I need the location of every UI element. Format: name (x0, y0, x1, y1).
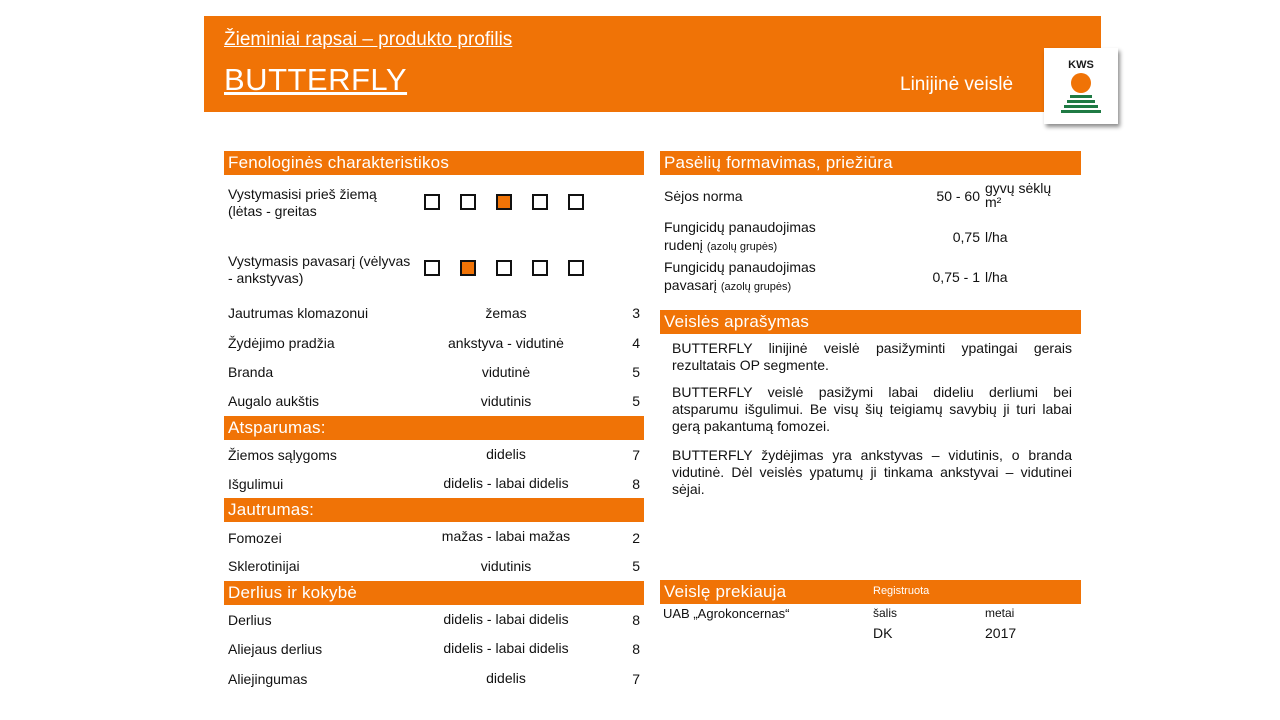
kws-logo-text: KWS (1068, 59, 1094, 71)
row-value: didelis (486, 446, 526, 462)
row-value: vidutinis (480, 558, 532, 574)
scale-box-autumn-2 (460, 194, 476, 210)
scale-box-autumn-5 (568, 194, 584, 210)
fungicide-autumn-label: Fungicidų panaudojimas rudenį (azolų grupės) (664, 219, 816, 253)
description-paragraph-2: BUTTERFLY veislė pasižymi labai dideliu derliumi bei atsparumu išgulimui. Be visų šių teigiamų savybių ji turi labai gerą pakantumą fomozei. (672, 384, 1072, 434)
row-score: 7 (632, 447, 640, 463)
sowing-value: 50 - 60 (936, 188, 980, 204)
row-value: mažas - labai mažas (441, 528, 571, 544)
seller-company: UAB „Agrokoncernas“ (663, 606, 790, 621)
row-score: 2 (632, 530, 640, 546)
row-value: didelis - labai didelis (443, 640, 569, 656)
row-score: 8 (632, 476, 640, 492)
kws-logo (1044, 48, 1118, 124)
section-crop-care: Pasėlių formavimas, priežiūra (660, 151, 1081, 175)
scale-box-spring-3 (496, 260, 512, 276)
row-label: Fomozei (228, 530, 282, 546)
section-yield: Derlius ir kokybė (224, 581, 644, 605)
variety-type: Linijinė veislė (900, 74, 1014, 95)
row-score: 7 (632, 671, 640, 687)
fungicide-spring-unit: l/ha (985, 269, 1008, 285)
country-value: DK (873, 625, 893, 641)
row-score: 8 (632, 641, 640, 657)
fungicide-autumn-value: 0,75 (952, 229, 980, 245)
scale-box-spring-1 (424, 260, 440, 276)
country-label: šalis (873, 606, 898, 620)
scale-label-spring: Vystymasis pavasarį (vėlyvas - ankstyvas) (228, 253, 411, 286)
row-label: Išgulimui (228, 476, 284, 492)
row-value: didelis - labai didelis (443, 611, 569, 627)
row-value: vidutinė (481, 364, 531, 380)
description-paragraph-3: BUTTERFLY žydėjimas yra ankstyvas – vidutinis, o branda vidutinė. Dėl veislės ypatumų ji tinkama ankstyvai – vidutinei sėjai. (672, 447, 1072, 497)
row-label: Jautrumas klomazonui (228, 305, 369, 321)
sowing-unit: gyvų sėklų m² (985, 180, 1052, 210)
section-seller: Veislę prekiauja (660, 580, 1081, 604)
sowing-label: Sėjos norma (664, 188, 743, 204)
description-paragraph-1: BUTTERFLY linijinė veislė pasižyminti ypatingai gerais rezultatais OP segmente. (672, 340, 1072, 373)
scale-box-spring-4 (532, 260, 548, 276)
section-description: Veislės aprašymas (660, 310, 1081, 334)
scale-box-autumn-1 (424, 194, 440, 210)
row-label: Derlius (228, 612, 272, 628)
year-value: 2017 (985, 625, 1017, 641)
fungicide-spring-label: Fungicidų panaudojimas pavasarį (azolų grupės) (664, 259, 816, 293)
row-label: Žiemos sąlygoms (228, 447, 337, 463)
row-value: didelis (486, 670, 526, 686)
fungicide-autumn-unit: l/ha (985, 229, 1008, 245)
row-score: 5 (632, 558, 640, 574)
row-score: 5 (632, 393, 640, 409)
scale-box-spring-2-selected (460, 260, 476, 276)
scale-box-autumn-4 (532, 194, 548, 210)
row-label: Augalo aukštis (228, 393, 320, 409)
row-value: žemas (485, 305, 527, 321)
scale-box-autumn-3-selected (496, 194, 512, 210)
row-score: 3 (632, 305, 640, 321)
row-label: Aliejingumas (228, 671, 308, 687)
row-value: vidutinis (480, 393, 532, 409)
registered-label: Registruota (873, 585, 930, 597)
row-label: Branda (228, 364, 274, 380)
row-value: didelis - labai didelis (443, 475, 569, 491)
fungicide-spring-value: 0,75 - 1 (932, 269, 980, 285)
row-label: Aliejaus derlius (228, 641, 323, 657)
year-label: metai (985, 606, 1015, 620)
row-score: 5 (632, 364, 640, 380)
kws-logo-icon (1044, 48, 1118, 124)
row-score: 8 (632, 612, 640, 628)
product-title: BUTTERFLY (224, 62, 408, 97)
section-resistance: Atsparumas: (224, 416, 644, 440)
row-label: Sklerotinijai (228, 558, 300, 574)
row-value: ankstyva - vidutinė (448, 335, 564, 351)
scale-label-autumn: Vystymasisi prieš žiemą (lėtas - greitas (228, 186, 377, 219)
section-sensitivity: Jautrumas: (224, 498, 644, 522)
product-subtitle: Žieminiai rapsai – produkto profilis (224, 29, 513, 50)
row-label: Žydėjimo pradžia (228, 335, 335, 351)
row-score: 4 (632, 335, 640, 351)
scale-box-spring-5 (568, 260, 584, 276)
section-phenology: Fenologinės charakteristikos (224, 151, 644, 175)
